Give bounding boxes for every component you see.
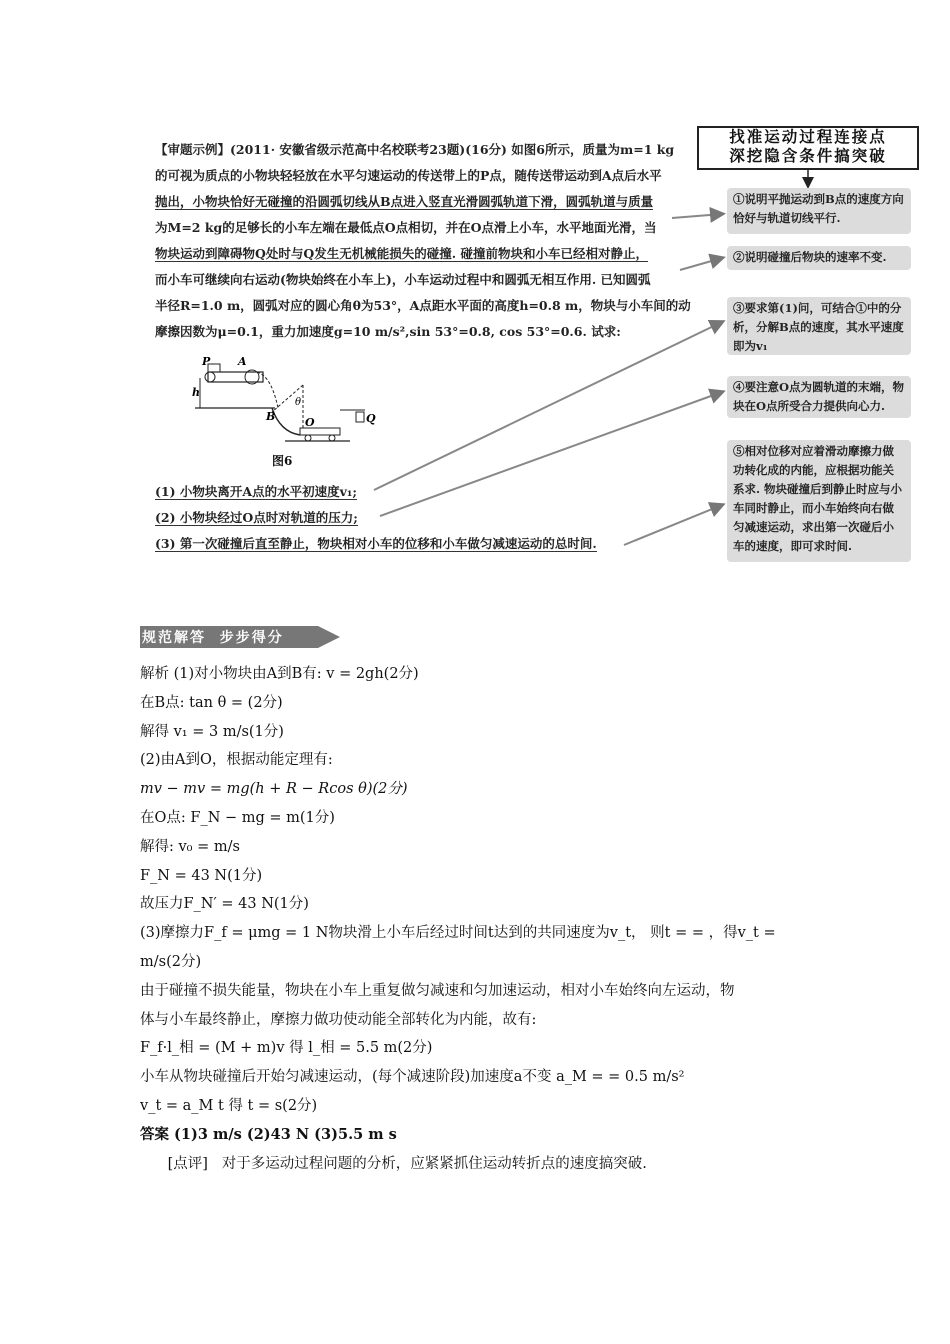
solution-line: 由于碰撞不损失能量，物块在小车上重复做匀减速和匀加速运动，相对小车始终向左运动，物 [140, 982, 735, 999]
solution-line: F_N = 43 N(1分) [140, 867, 263, 884]
hint-2: ②说明碰撞后物块的速率不变. [727, 246, 911, 270]
solution-line: 在B点: tan θ = (2分) [140, 694, 283, 711]
hint-title-line1: 找准运动过程连接点 [729, 128, 887, 146]
arrow-5 [624, 505, 722, 545]
answer-line: 答案 (1)3 m/s (2)43 N (3)5.5 m s [140, 1125, 397, 1143]
solution-line: v_t = a_M t 得 t = s(2分) [140, 1097, 318, 1114]
problem-line: 抛出，小物块恰好无碰撞的沿圆弧切线从B点进入竖直光滑圆弧轨道下滑，圆弧轨道与质量 [155, 194, 654, 209]
problem-line: 半径R=1.0 m，圆弧对应的圆心角θ为53°，A点距水平面的高度h=0.8 m，物块与小车间的动 [155, 298, 691, 313]
arrow-2 [680, 258, 722, 270]
problem-line: 摩擦因数为μ=0.1，重力加速度g=10 m/s²,sin 53°=0.8, cos 53°=0.6. 试求: [155, 324, 621, 339]
solution-line: (3)摩擦力F_f = μmg = 1 N物块滑上小车后经过时间t达到的共同速度为v_t， 则t = = ，得v_t = [140, 925, 776, 942]
solution-line: 解得: v₀ = m/s [140, 838, 240, 855]
solution-line: m/s(2分) [140, 953, 202, 970]
hint-4: ④要注意O点为圆轨道的末端，物块在O点所受合力提供向心力. [727, 376, 911, 418]
arrow-3 [374, 322, 722, 490]
solution-line: F_f·l_相 = (M + m)v 得 l_相 = 5.5 m(2分) [140, 1040, 433, 1057]
arrow-4 [380, 392, 722, 516]
section-title: 规范解答 步步得分 [142, 630, 284, 646]
solution-line: 小车从物块碰撞后开始匀减速运动，(每个减速阶段)加速度a不变 a_M = = 0.5 m/s² [140, 1069, 685, 1086]
label-o: O [305, 416, 315, 429]
label-a: A [238, 355, 247, 368]
problem-line: 【审题示例】(2011· 安徽省级示范高中名校联考23题)(16分) 如图6所示，质量为m=1 kg [155, 142, 675, 157]
label-p: P [202, 355, 211, 368]
label-q: Q [366, 412, 376, 425]
arrow-1 [672, 214, 722, 218]
problem-line: 而小车可继续向右运动(物块始终在小车上)，小车运动过程中和圆弧无相互作用. 已知圆弧 [155, 272, 651, 287]
solution-line: 故压力F_N′ = 43 N(1分) [140, 896, 309, 913]
comment-line: [点评] 对于多运动过程问题的分析，应紧紧抓住运动转折点的速度搞突破. [140, 1155, 647, 1172]
problem-line: 物块运动到障碍物Q处时与Q发生无机械能损失的碰撞. 碰撞前物块和小车已经相对静止， [155, 246, 648, 261]
figure-caption: 图6 [272, 454, 293, 468]
problem-line: 为M=2 kg的足够长的小车左端在最低点O点相切，并在O点滑上小车，水平地面光滑，当 [155, 220, 657, 235]
solution [140, 660, 820, 1178]
label-theta: θ [295, 397, 302, 408]
solution-line: (2)由A到O，根据动能定理有: [140, 752, 333, 769]
hint-3: ③要求第(1)问，可结合①中的分析，分解B点的速度，其水平速度即为v₁ [727, 297, 911, 355]
label-h: h [192, 386, 200, 399]
label-b: B [266, 410, 276, 423]
solution-line: 解析 (1)对小物块由A到B有: v = 2gh(2分) [140, 666, 419, 682]
solution-line: mv − mv = mg(h + R − Rcos θ)(2分) [140, 781, 408, 798]
problem-line: 的可视为质点的小物块轻轻放在水平匀速运动的传送带上的P点，随传送带运动到A点后水平 [155, 168, 662, 183]
hint-title-line2: 深挖隐含条件搞突破 [729, 147, 887, 165]
solution-line: 体与小车最终静止，摩擦力做功使动能全部转化为内能，故有: [140, 1011, 537, 1028]
hint-5: ⑤相对位移对应着滑动摩擦力做功转化成的内能，应根据功能关系求. 物块碰撞后到静止时应与小车同时静止，而小车始终向右做匀减速运动，求出第一次碰后小车的速度，即可求时间. [727, 440, 911, 562]
solution-line: 解得 v₁ = 3 m/s(1分) [140, 723, 284, 740]
question-1: (1) 小物块离开A点的水平初速度v₁; [155, 484, 357, 499]
question-2: (2) 小物块经过O点时对轨道的压力; [155, 510, 358, 525]
hint-1: ①说明平抛运动到B点的速度方向恰好与轨道切线平行. [727, 188, 911, 234]
question-3: (3) 第一次碰撞后直至静止，物块相对小车的位移和小车做匀减速运动的总时间. [155, 536, 597, 551]
solution-line: 在O点: F_N − mg = m(1分) [140, 809, 335, 826]
